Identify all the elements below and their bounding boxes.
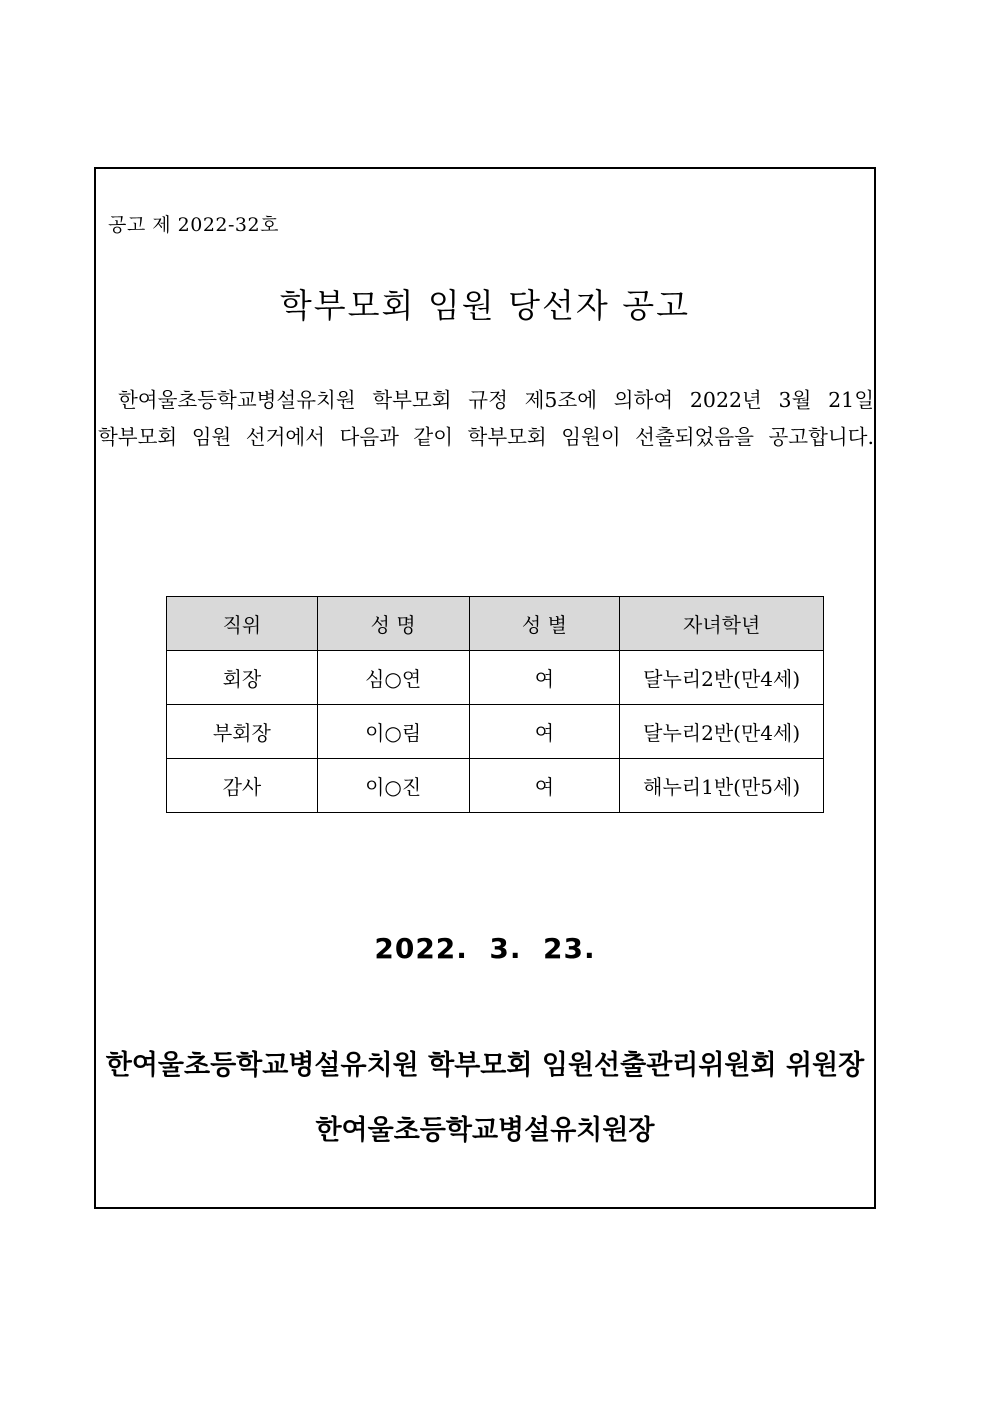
table-row	[167, 759, 824, 813]
table-row	[167, 705, 824, 759]
cell-position: 회장	[167, 651, 318, 705]
table-header-row	[167, 597, 824, 651]
table-row	[167, 651, 824, 705]
cell-gender: 여	[469, 759, 620, 813]
cell-name: 심○연	[317, 651, 469, 705]
header-name: 성 명	[317, 597, 469, 651]
notice-date: 2022. 3. 23.	[374, 932, 596, 965]
notice-body-line-2: 학부모회 임원 선거에서 다음과 같이 학부모회 임원이 선출되었음을 공고합니다.	[98, 425, 874, 449]
cell-child-class: 달누리2반(만4세)	[620, 705, 824, 759]
cell-position: 감사	[167, 759, 318, 813]
cell-child-class: 달누리2반(만4세)	[620, 651, 824, 705]
cell-position: 부회장	[167, 705, 318, 759]
notice-number: 공고 제 2022-32호	[108, 214, 279, 236]
officers-table	[166, 596, 824, 813]
signer-committee-chair: 한여울초등학교병설유치원 학부모회 임원선출관리위원회 위원장	[105, 1050, 865, 1081]
header-position: 직위	[167, 597, 318, 651]
signer-principal: 한여울초등학교병설유치원장	[315, 1115, 655, 1146]
cell-name: 이○림	[317, 705, 469, 759]
page-title: 학부모회 임원 당선자 공고	[279, 286, 691, 325]
notice-body	[98, 382, 874, 456]
header-gender: 성 별	[469, 597, 620, 651]
cell-child-class: 해누리1반(만5세)	[620, 759, 824, 813]
cell-name: 이○진	[317, 759, 469, 813]
header-child-class: 자녀학년	[620, 597, 824, 651]
notice-body-line-1: 한여울초등학교병설유치원 학부모회 규정 제5조에 의하여 2022년 3월 21일	[118, 388, 874, 412]
cell-gender: 여	[469, 651, 620, 705]
cell-gender: 여	[469, 705, 620, 759]
